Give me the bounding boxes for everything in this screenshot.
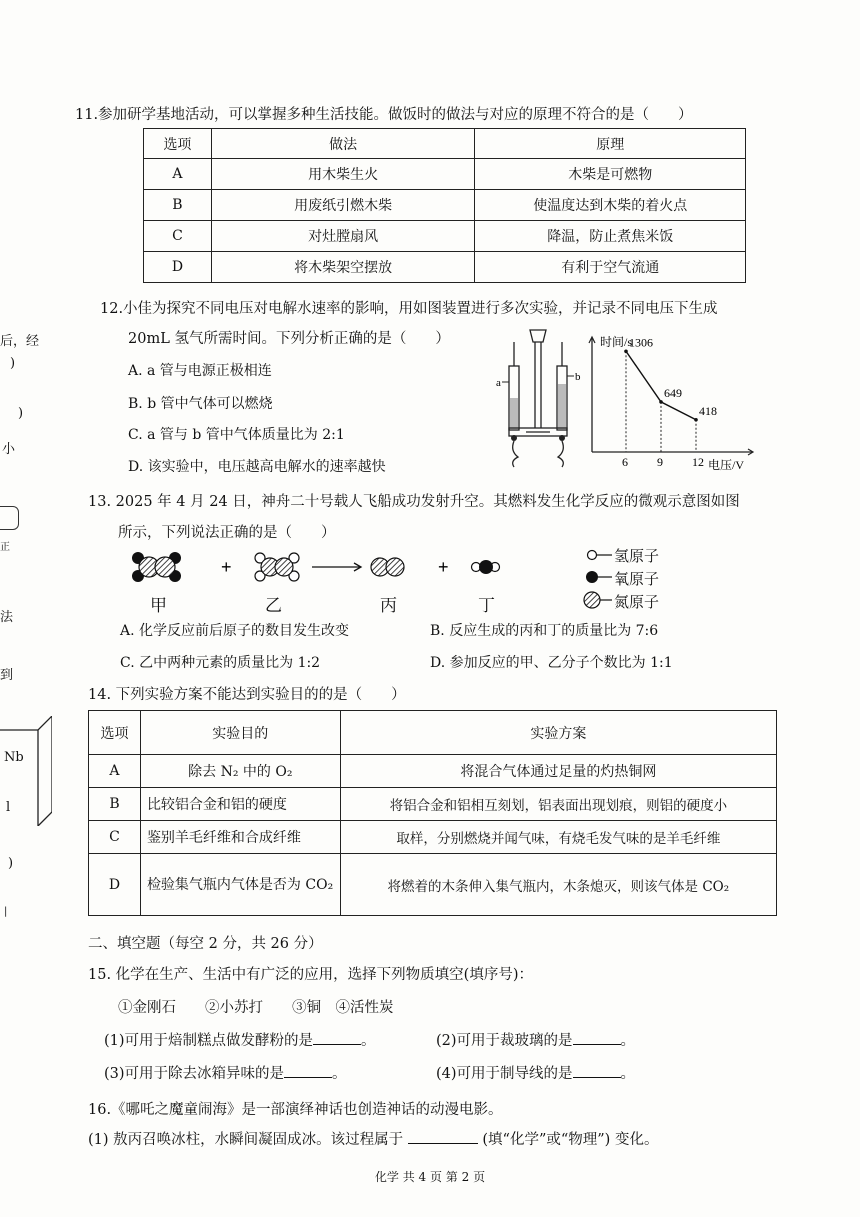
table-cell: 将木柴架空摆放 xyxy=(211,252,475,283)
q12-option-a: A. a 管与电源正极相连 xyxy=(128,363,272,379)
data-point xyxy=(694,418,698,422)
answer-blank[interactable] xyxy=(313,1032,361,1045)
table-cell: D xyxy=(89,854,141,916)
table-header: 选项 xyxy=(144,129,212,159)
edge-fragment: 后，经 xyxy=(0,334,40,349)
table-header-row xyxy=(144,129,746,159)
label-bing: 丙 xyxy=(380,596,397,616)
x-axis-label: 电压/V xyxy=(708,458,745,472)
table-cell: 用木柴生火 xyxy=(211,159,475,190)
period: 。 xyxy=(620,1066,636,1082)
q15-item-text: (2)可用于裁玻璃的是 xyxy=(436,1033,573,1049)
edge-fragment: Nb xyxy=(4,750,24,765)
data-label: 1306 xyxy=(629,335,653,350)
table-cell: 有利于空气流通 xyxy=(475,252,746,283)
edge-device-icon xyxy=(0,506,19,530)
q13-option-d: D. 参加反应的甲、乙分子个数比为 1:1 xyxy=(430,655,673,671)
table-cell: B xyxy=(144,190,212,221)
q14-stem: 14. 下列实验方案不能达到实验目的的是（ ） xyxy=(88,687,406,703)
q11-table xyxy=(143,128,746,283)
answer-blank[interactable] xyxy=(408,1131,478,1144)
x-tick-label: 6 xyxy=(622,455,628,469)
reaction-diagram xyxy=(120,545,680,617)
table-cell: 比较铝合金和铝的硬度 xyxy=(140,788,340,821)
table-cell: B xyxy=(89,788,141,821)
label-ding: 丁 xyxy=(478,596,495,616)
molecule-jia xyxy=(132,552,181,582)
q15-item-1 xyxy=(104,1029,376,1050)
q15-stem: 15. 化学在生产、生活中有广泛的应用，选择下列物质填空(填序号)： xyxy=(88,967,533,983)
table-cell: 除去 N₂ 中的 O₂ xyxy=(140,755,340,788)
label-jia: 甲 xyxy=(150,596,167,616)
table-cell: 对灶膛扇风 xyxy=(211,221,475,252)
table-cell: C xyxy=(144,221,212,252)
table-header: 做法 xyxy=(211,129,475,159)
period: 。 xyxy=(361,1033,376,1049)
table-cell: 使温度达到木柴的着火点 xyxy=(475,190,746,221)
table-cell: 检验集气瓶内气体是否为 CO₂ xyxy=(140,854,340,916)
table-cell: A xyxy=(89,755,141,788)
table-cell: 木柴是可燃物 xyxy=(475,159,746,190)
data-label: 418 xyxy=(699,403,717,418)
q11-stem: 11.参加研学基地活动，可以掌握多种生活技能。做饭时的做法与对应的原理不符合的是（ ） xyxy=(75,107,693,123)
q16-sub1 xyxy=(88,1128,658,1149)
q12-option-b: B. b 管中气体可以燃烧 xyxy=(128,396,273,412)
legend-symbols xyxy=(584,551,612,609)
q13-option-c: C. 乙中两种元素的质量比为 1:2 xyxy=(120,655,321,671)
tube-a-label: a xyxy=(496,377,501,389)
table-cell: 将混合气体通过足量的灼热铜网 xyxy=(340,755,776,788)
x-tick-label: 9 xyxy=(657,455,663,469)
table-cell: 鉴别羊毛纤维和合成纤维 xyxy=(140,821,340,854)
table-cell: 取样，分别燃烧并闻气味，有烧毛发气味的是羊毛纤维 xyxy=(340,821,776,854)
q12-option-d: D. 该实验中，电压越高电解水的速率越快 xyxy=(128,459,386,475)
q16-sub1-hint: (填“化学”或“物理”) 变化。 xyxy=(482,1132,659,1148)
plus-sign: + xyxy=(221,557,232,577)
table-header-row xyxy=(89,711,777,755)
q13-line1: 13. 2025 年 4 月 24 日，神舟二十号载人飞船成功发射升空。其燃料发生化学反应的微观示意图如图 xyxy=(88,494,740,510)
molecule-yi xyxy=(255,553,299,581)
table-cell: 将铝合金和铝相互刻划，铝表面出现划痕，则铝的硬度小 xyxy=(340,788,776,821)
edge-fragment: 到 xyxy=(0,668,14,683)
q13-line2: 所示，下列说法正确的是（ ） xyxy=(118,525,336,541)
data-point xyxy=(624,349,628,353)
table-row xyxy=(144,159,746,190)
answer-blank[interactable] xyxy=(284,1065,332,1078)
edge-fragment: ) xyxy=(18,406,24,421)
legend-oxygen: 氧原子 xyxy=(614,570,660,588)
period: 。 xyxy=(332,1066,347,1082)
plus-sign: + xyxy=(438,557,449,577)
table-row xyxy=(144,190,746,221)
q15-item-text: (4)可用于制导线的是 xyxy=(436,1066,573,1082)
table-cell: 用废纸引燃木柴 xyxy=(211,190,475,221)
q15-item-text: (3)可用于除去冰箱异味的是 xyxy=(104,1066,285,1082)
table-row xyxy=(89,755,777,788)
table-row xyxy=(89,854,777,916)
edge-fragment: 小 xyxy=(2,442,16,457)
edge-fragment: l xyxy=(6,800,11,815)
data-label: 649 xyxy=(664,385,682,400)
edge-fragment: | xyxy=(4,906,8,917)
table-header: 实验目的 xyxy=(140,711,340,755)
q16-stem: 16.《哪吒之魔童闹海》是一部演绎神话也创造神话的动漫电影。 xyxy=(88,1102,503,1118)
tube-b-label: b xyxy=(575,371,581,383)
table-header: 选项 xyxy=(89,711,141,755)
table-header: 原理 xyxy=(475,129,746,159)
table-cell: A xyxy=(144,159,212,190)
table-cell: 将燃着的木条伸入集气瓶内，木条熄灭，则该气体是 CO₂ xyxy=(340,854,776,916)
molecule-ding xyxy=(472,560,500,574)
page-footer: 化学 共 4 页 第 2 页 xyxy=(374,1170,486,1184)
period: 。 xyxy=(620,1033,636,1049)
q15-item-4 xyxy=(436,1062,635,1083)
q12-line2: 20mL 氢气所需时间。下列分析正确的是（ ） xyxy=(128,331,450,347)
edge-fragment: 正 xyxy=(0,542,10,553)
q12-line1: 12.小佳为探究不同电压对电解水速率的影响，用如图装置进行多次实验，并记录不同电压下生成 xyxy=(100,301,718,317)
table-cell: C xyxy=(89,821,141,854)
table-cell: D xyxy=(144,252,212,283)
q16-sub1-text: (1) 敖丙召唤冰柱，水瞬间凝固成冰。该过程属于 xyxy=(88,1132,404,1148)
answer-blank[interactable] xyxy=(573,1032,621,1045)
q15-item-3 xyxy=(104,1062,347,1083)
voltage-time-chart xyxy=(580,332,765,472)
electrolysis-apparatus xyxy=(496,328,582,470)
legend-nitrogen: 氮原子 xyxy=(614,593,660,611)
x-tick-label: 12 xyxy=(692,455,704,469)
edge-fragment: ) xyxy=(10,356,16,371)
series-line xyxy=(626,351,696,420)
q14-table xyxy=(88,710,777,916)
table-cell: 降温，防止煮焦米饭 xyxy=(475,221,746,252)
molecule-bing xyxy=(371,558,404,576)
q15-item-text: (1)可用于焙制糕点做发酵粉的是 xyxy=(104,1033,314,1049)
table-header: 实验方案 xyxy=(340,711,776,755)
edge-fragment: 法 xyxy=(0,610,14,625)
y-axis-label: 时间/s xyxy=(600,335,633,349)
q12-option-c: C. a 管与 b 管中气体质量比为 2:1 xyxy=(128,427,345,443)
table-row xyxy=(89,821,777,854)
q13-option-a: A. 化学反应前后原子的数目发生改变 xyxy=(120,623,350,639)
label-yi: 乙 xyxy=(265,596,282,616)
data-point xyxy=(659,400,663,404)
section-heading: 二、填空题（每空 2 分，共 26 分） xyxy=(88,936,323,952)
q15-item-2 xyxy=(436,1029,635,1050)
table-row xyxy=(144,221,746,252)
edge-fragment: ) xyxy=(8,856,14,871)
legend-hydrogen: 氢原子 xyxy=(614,547,660,565)
table-row xyxy=(89,788,777,821)
q15-choices: ①金刚石 ②小苏打 ③铜 ④活性炭 xyxy=(118,1000,394,1016)
answer-blank[interactable] xyxy=(573,1065,621,1078)
table-row xyxy=(144,252,746,283)
q13-option-b: B. 反应生成的丙和丁的质量比为 7:6 xyxy=(430,623,659,639)
